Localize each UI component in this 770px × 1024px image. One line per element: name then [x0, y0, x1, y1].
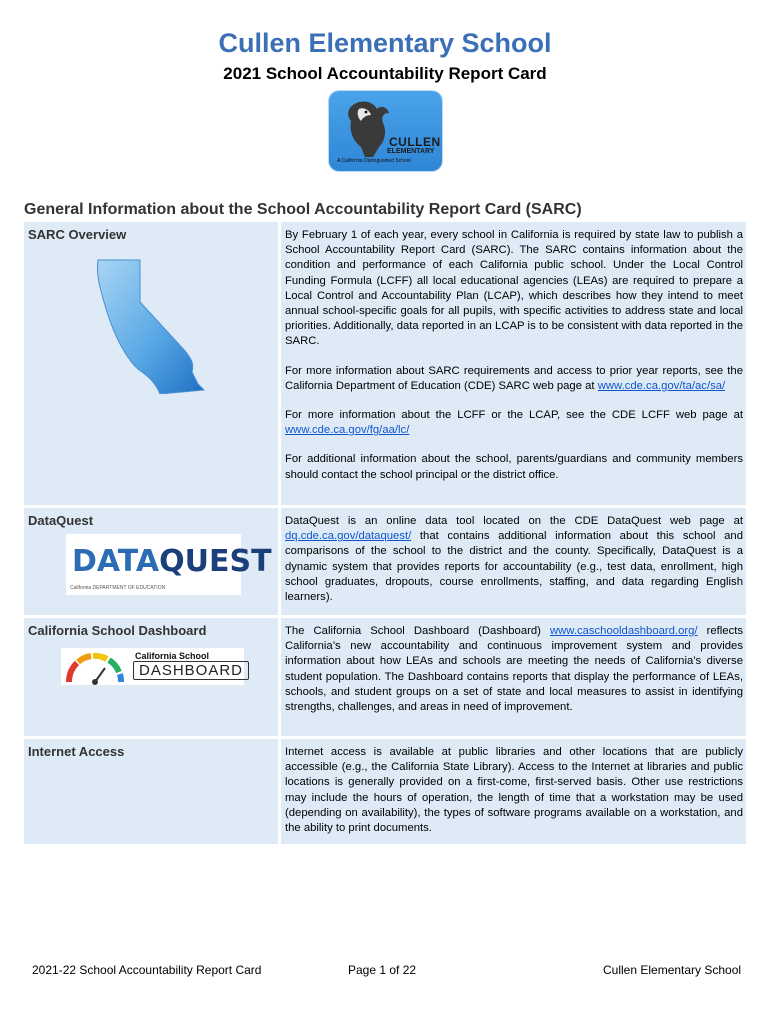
row-label-cell	[24, 508, 278, 615]
table-row-dashboard	[24, 618, 746, 736]
paragraph-text: Internet access is available at public libraries and other locations that are publicly accessible (e.g., the California State Library). Access to the Internet at libraries and public locations is generally provided on a first-come, first-served basis. Other use restrictions may include the hours of operation, the length of time that a workstation may be used (depending on availability), the types of software programs available on a workstation, and the ability to print documents.	[285, 746, 743, 835]
dashboard-text	[281, 618, 746, 736]
dataquest-logo-text	[72, 544, 272, 579]
footer-left: 2021-22 School Accountability Report Card	[32, 963, 262, 977]
paragraph-text: reflects California’s new accountability and continuous improvement system and provides information about how LEAs and schools are meeting the needs of California’s diverse student population. The Dashboard contains reports that display the performance of LEAs, schools, and student groups on a set of state and local measures to assist in identifying strengths, challenges, and areas in need of improvement.	[285, 625, 744, 714]
dashboard-link[interactable]: www.caschooldashboard.org/	[549, 625, 698, 637]
paragraph	[285, 364, 743, 394]
dataquest-link[interactable]: dq.cde.ca.gov/dataquest/	[285, 530, 412, 543]
info-table	[24, 222, 746, 847]
school-logo	[329, 91, 442, 171]
row-label-cell	[24, 618, 278, 736]
paragraph	[285, 408, 743, 438]
row-label: Internet Access	[28, 744, 125, 759]
row-label-cell	[24, 739, 278, 844]
paragraph-text: that contains additional information about this school and comparisons of the school to the district and the county. Specifically, DataQuest is a dynamic system that provides reports for accountability (e.g., test data, enrollment, high school graduates, dropouts, course enrollments, staffing, and data regarding English learners).	[285, 530, 743, 604]
internet-access-text	[281, 739, 746, 844]
dataquest-logo	[66, 534, 272, 595]
dataquest-logo-word: QUEST	[159, 544, 272, 579]
logo-text-cullen: CULLEN	[389, 135, 441, 149]
sarc-overview-text	[281, 222, 746, 505]
table-row-internet-access	[24, 739, 746, 844]
gauge-icon	[63, 648, 127, 685]
dataquest-logo-subtext: California DEPARTMENT OF EDUCATION	[70, 585, 166, 591]
dataquest-text	[281, 508, 746, 615]
school-name: Cullen Elementary School	[218, 28, 552, 58]
paragraph-text: DataQuest is an online data tool located on the CDE DataQuest web page at	[285, 515, 743, 527]
dashboard-logo	[61, 648, 244, 685]
logo-text-elementary: ELEMENTARY	[387, 148, 435, 155]
logo-text-tagline: A California Distinguished School	[337, 158, 411, 164]
footer-page-number: Page 1 of 22	[348, 963, 417, 977]
row-label: SARC Overview	[28, 227, 127, 242]
paragraph-text: The California School Dashboard (Dashboard)	[285, 625, 541, 637]
dashboard-logo-line2: DASHBOARD	[133, 661, 249, 680]
paragraph: For additional information about the school, parents/guardians and community members should contact the school principal or the district office.	[285, 453, 743, 481]
paragraph-text: For more information about the LCFF or the LCAP, see the CDE LCFF web page at	[285, 409, 743, 422]
report-title: 2021 School Accountability Report Card	[223, 64, 547, 83]
lcff-link[interactable]: www.cde.ca.gov/fg/aa/lc/	[285, 424, 410, 437]
dashboard-logo-line1: California School	[135, 651, 210, 661]
row-label: DataQuest	[28, 513, 94, 528]
footer-right: Cullen Elementary School	[603, 963, 742, 977]
row-label-cell	[24, 222, 278, 505]
sarc-link[interactable]: www.cde.ca.gov/ta/ac/sa/	[597, 379, 726, 392]
section-heading: General Information about the School Accountability Report Card (SARC)	[24, 201, 582, 218]
paragraph-text: For more information about SARC requirements and access to prior year reports, see the California Department of Education (CDE) SARC web page at	[285, 364, 743, 392]
california-map-icon	[94, 252, 214, 394]
paragraph: By February 1 of each year, every school in California is required by state law to publish a School Accountability Report Card (SARC). The SARC contains information about the condition and performance of each California public school. Under the Local Control Funding Formula (LCFF) all local educational agencies (LEAs) are required to prepare a Local Control and Accountability Plan (LCAP), which describes how they intend to meet annual school-specific goals for all pupils, with specific activities to address state and local priorities. Additionally, data reported in an LCAP is to be consistent with data reported in the SARC.	[285, 229, 743, 348]
row-label: California School Dashboard	[28, 623, 207, 638]
table-row-dataquest	[24, 508, 746, 615]
table-row-sarc-overview	[24, 222, 746, 505]
dataquest-logo-word: DATA	[72, 544, 160, 579]
